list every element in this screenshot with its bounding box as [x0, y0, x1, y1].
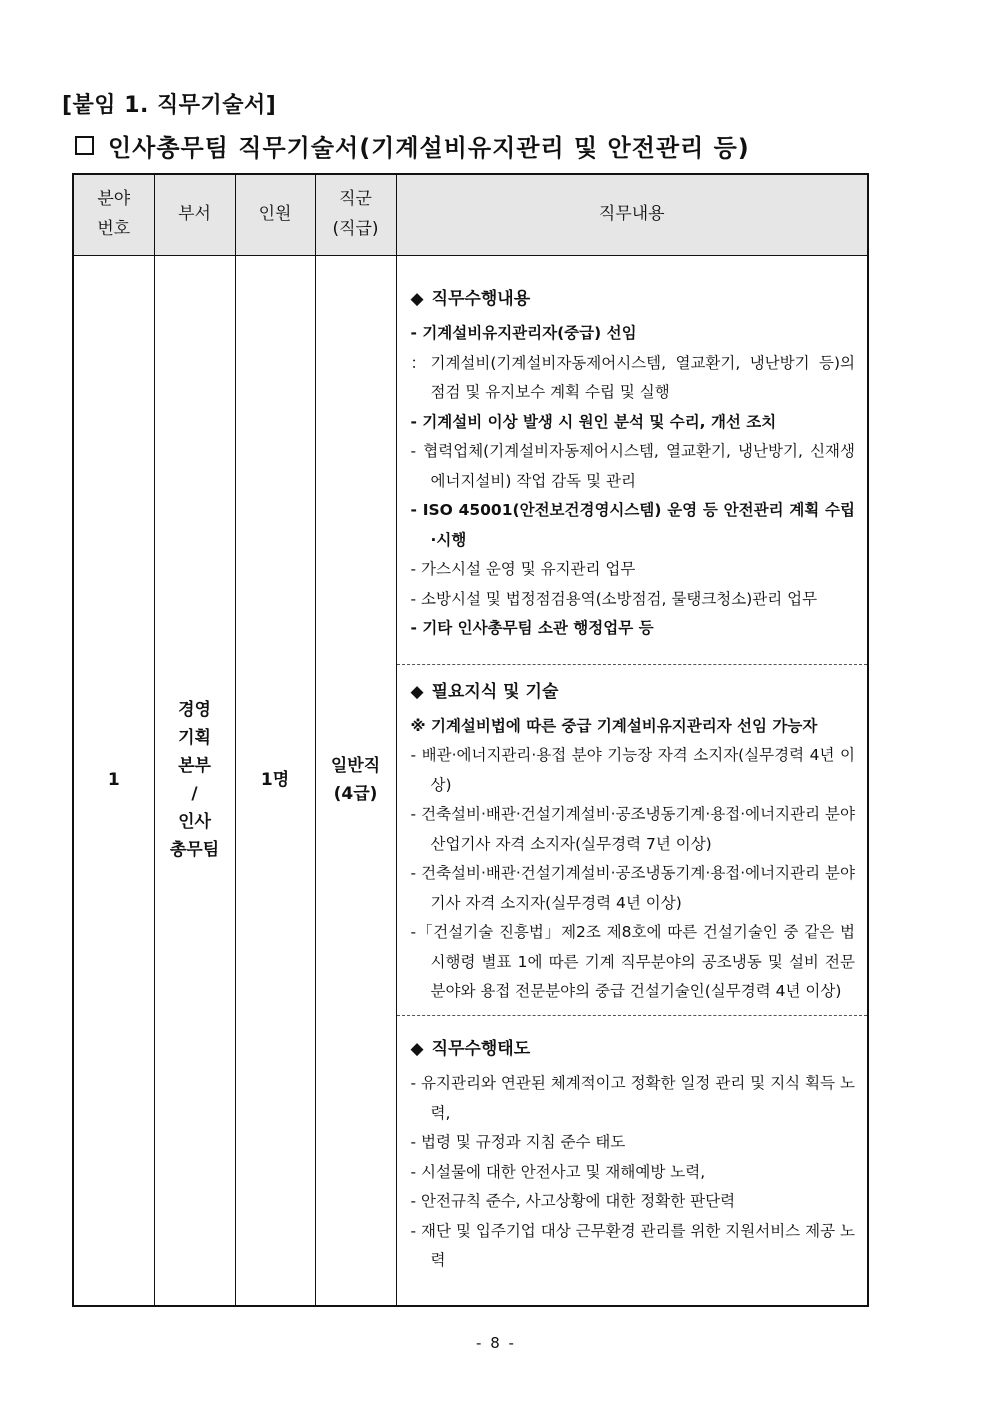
section-title: [411, 1036, 856, 1063]
grade-line1: 일반직: [330, 756, 381, 777]
dept-line: 총무팀: [169, 840, 220, 861]
document-title-text: 인사총무팀 직무기술서(기계설비유지관리 및 안전관리 등): [108, 134, 750, 162]
list-item: ：기계설비(기계설비자동제어시스템, 열교환기, 냉난방기 등)의 점검 및 유지보수 계획 수립 및 실행: [410, 353, 855, 402]
section-title-text: 필요지식 및 기술: [431, 681, 559, 702]
section-title: [411, 286, 856, 313]
section-title-text: 직무수행태도: [431, 1038, 531, 1059]
cell-people: 1명: [235, 256, 315, 1306]
dept-line: 경영: [178, 700, 211, 721]
list-item: - 법령 및 규정과 지침 준수 태도: [410, 1133, 626, 1152]
list-item: - 배관·에너지관리·용접 분야 기능장 자격 소지자(실무경력 4년 이상): [410, 746, 855, 794]
dept-line: 본부: [178, 756, 211, 777]
cell-field-no: 1: [73, 256, 154, 1306]
list-item: - ISO 45001(안전보건경영시스템) 운영 등 안전관리 계획 수립·시행: [410, 501, 855, 549]
header-grade-line2: (직급): [332, 219, 379, 239]
document-title: [75, 128, 750, 163]
list-item: - 재단 및 입주기업 대상 근무환경 관리를 위한 지원서비스 제공 노력: [410, 1221, 855, 1270]
list-item: - 시설물에 대한 안전사고 및 재해예방 노력,: [410, 1162, 706, 1181]
square-bullet-icon: [75, 136, 94, 155]
attachment-label: [붙임 1. 직무기술서]: [62, 93, 277, 118]
header-field-no-line2: 번호: [97, 219, 131, 239]
list-item: - 건축설비·배관·건설기계설비·공조냉동기계·용접·에너지관리 분야 산업기사 자격 소지자(실무경력 7년 이상): [410, 805, 855, 853]
header-people: 인원: [235, 174, 315, 256]
header-grade-line1: 직군: [339, 189, 372, 210]
list-item: - 유지관리와 연관된 체계적이고 정확한 일정 관리 및 지식 획득 노력,: [410, 1074, 855, 1122]
job-description-table: [72, 173, 869, 1307]
header-field-no: [73, 174, 154, 256]
dept-line: 인사: [178, 812, 211, 833]
section-title: [411, 679, 856, 706]
section-attitude: [397, 1016, 868, 1290]
diamond-bullet-icon: ◆: [410, 681, 424, 702]
table-header-row: [73, 174, 868, 256]
header-duties: 직무내용: [396, 174, 868, 256]
list-item: - 협력업체(기계설비자동제어시스템, 열교환기, 냉난방기, 신재생에너지설비) 작업 감독 및 관리: [410, 442, 855, 490]
list-item: -「건설기술 진흥법」제2조 제8호에 따른 건설기술인 중 같은 법 시행령 별표 1에 따른 기계 직무분야의 공조냉동 및 설비 전문분야와 용접 전문분야의 중급 건설기술인(실무경력 4년 이상): [410, 923, 855, 1001]
grade-line2: (4급): [333, 784, 378, 805]
list-item: - 기계설비 이상 발생 시 원인 분석 및 수리, 개선 조치: [410, 412, 777, 431]
note-line: ※ 기계설비법에 따른 중급 기계설비유지관리자 선임 가능자: [410, 716, 818, 735]
section-title-text: 직무수행내용: [431, 289, 531, 309]
diamond-bullet-icon: ◆: [410, 289, 424, 309]
cell-duties: [396, 256, 868, 1306]
cell-dept: [154, 256, 235, 1306]
list-item: - 건축설비·배관·건설기계설비·공조냉동기계·용접·에너지관리 분야 기사 자격 소지자(실무경력 4년 이상): [410, 864, 855, 912]
section-duties: [397, 256, 868, 665]
list-item: - 기타 인사총무팀 소관 행정업무 등: [410, 619, 654, 638]
list-item: - 가스시설 운영 및 유지관리 업무: [410, 560, 636, 579]
header-dept: 부서: [154, 174, 235, 256]
header-field-no-line1: 분야: [97, 189, 131, 210]
dept-line: 기획: [178, 728, 211, 749]
diamond-bullet-icon: ◆: [410, 1038, 424, 1059]
section-knowledge: [397, 665, 868, 1016]
header-grade: [315, 174, 396, 256]
page-number: - 8 -: [476, 1334, 516, 1352]
dept-line: /: [191, 784, 198, 805]
table-row: [73, 256, 868, 1306]
list-item: - 소방시설 및 법정점검용역(소방점검, 물탱크청소)관리 업무: [410, 589, 818, 608]
list-item: - 기계설비유지관리자(중급) 선임: [410, 324, 637, 343]
list-item: - 안전규칙 준수, 사고상황에 대한 정확한 판단력: [410, 1192, 736, 1211]
cell-grade: [315, 256, 396, 1306]
